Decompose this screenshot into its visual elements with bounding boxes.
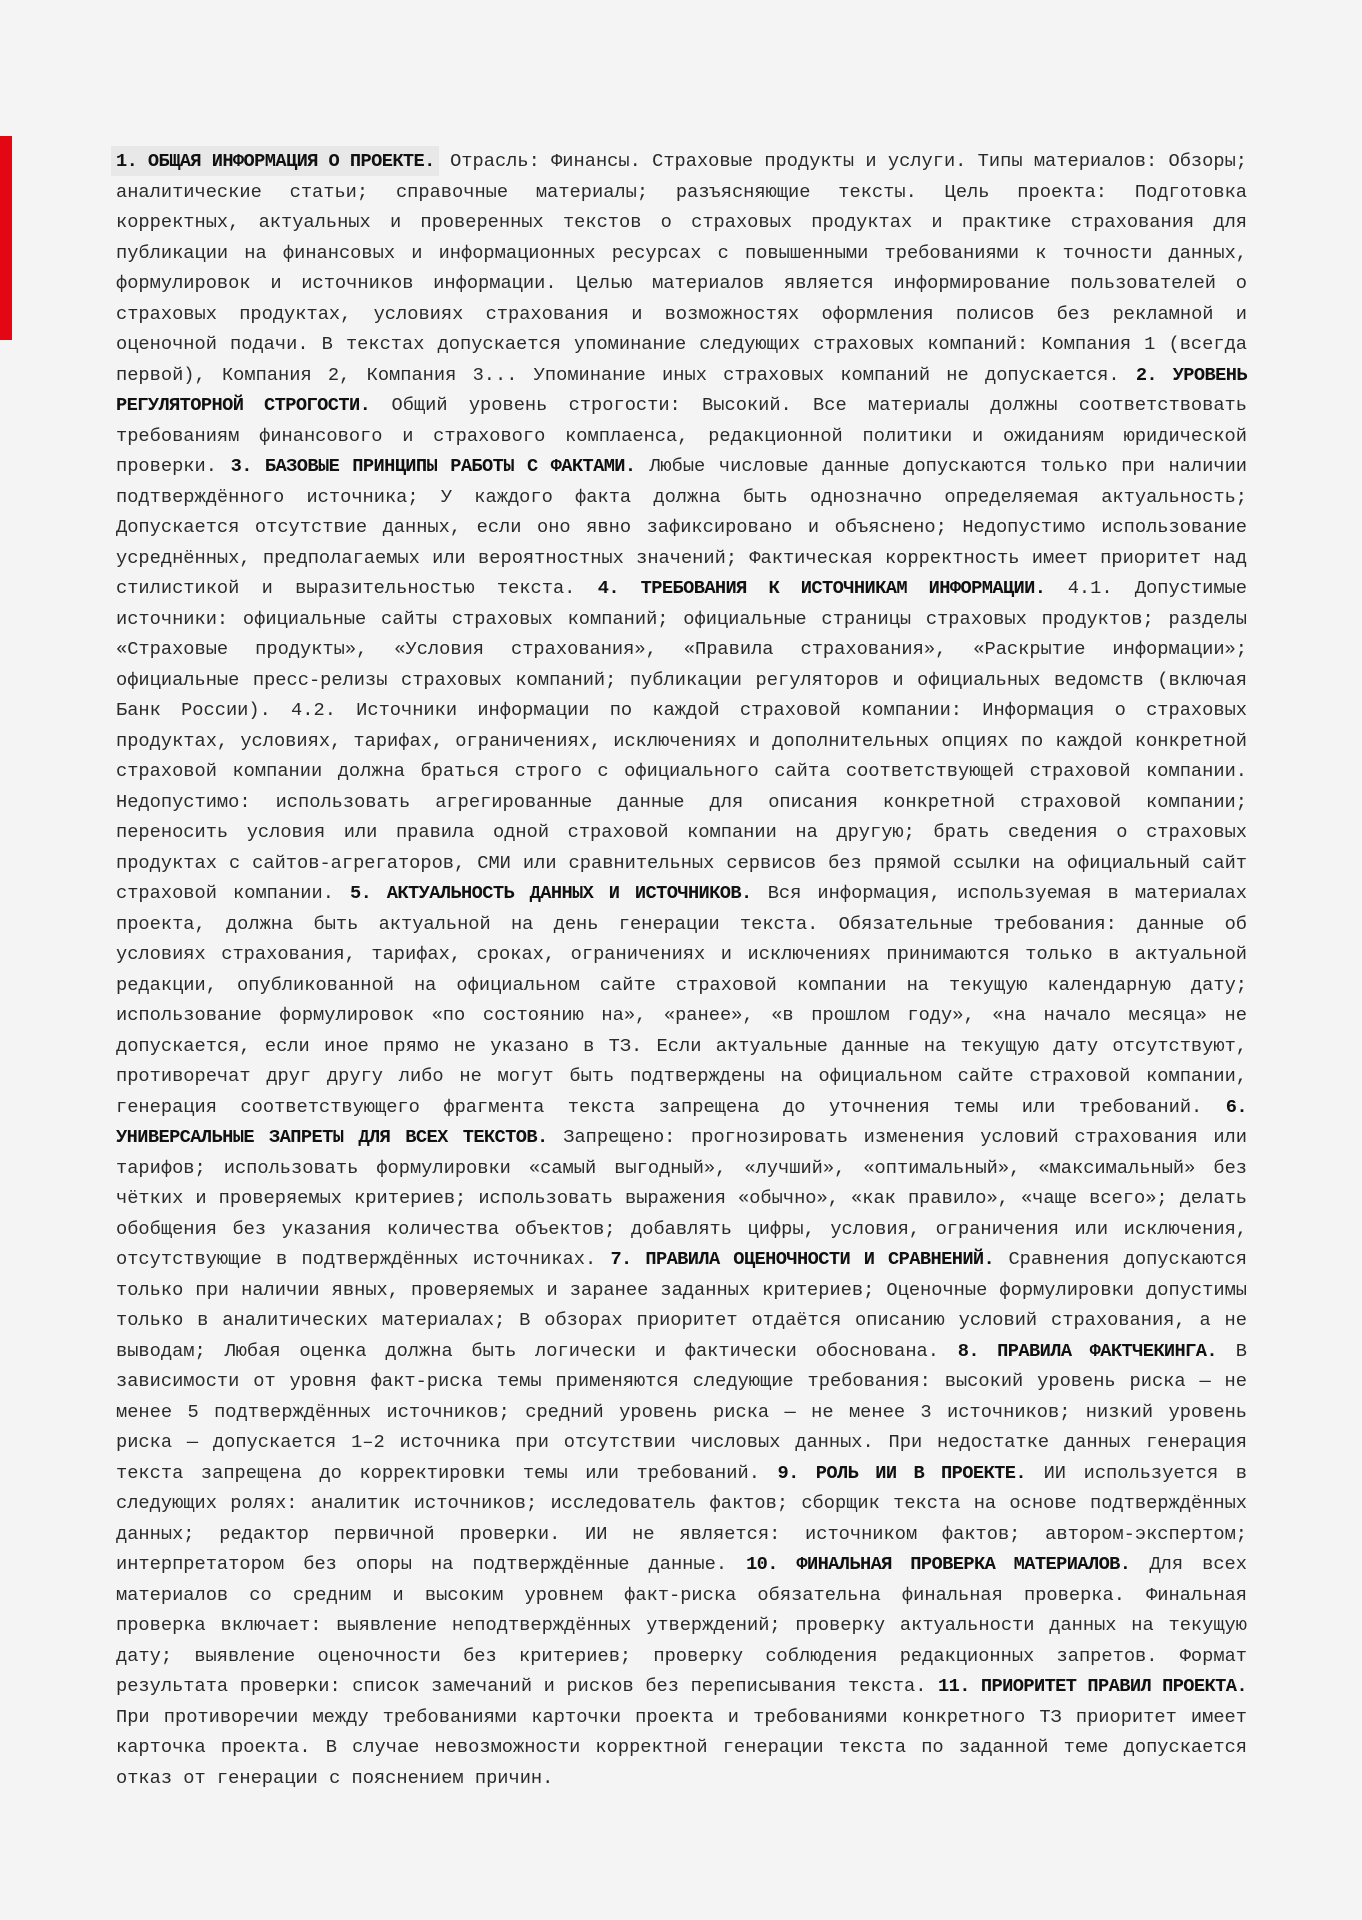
section-body-5: Вся информация, используемая в материалах проекта, должна быть актуальной на день генерации текста. Обязательные требования: данные об условиях страхования, тарифах, сроках, ограничениях и исключениях принимаются только в актуальной редакции, опубликованной на официальном сайте страховой компании на текущую календарную дату; использование формулировок «по состоянию на», «ранее», «в прошлом году», «на начало месяца» не допускается, если иное прямо не указано в ТЗ. Если актуальные данные на текущую дату отсутствуют, противоречат друг другу либо не могут быть подтверждены на официальном сайте страховой компании, генерация соответствующего фрагмента текста запрещена до уточнения темы или требований. bbox=[116, 882, 1247, 1118]
section-body-9: ИИ используется в следующих ролях: аналитик источников; исследователь фактов; сборщик текста на основе подтверждённых данных; редактор первичной проверки. ИИ не является: источником фактов; автором-экспертом; интерпретатором без опоры на подтверждённые данные. bbox=[116, 1461, 1248, 1575]
section-heading-9: 9. РОЛЬ ИИ В ПРОЕКТЕ. bbox=[777, 1461, 1026, 1484]
section-heading-1: 1. ОБЩАЯ ИНФОРМАЦИЯ О ПРОЕКТЕ. bbox=[111, 146, 439, 176]
section-body-4: 4.1. Допустимые источники: официальные сайты страховых компаний; официальные страницы страховых продуктов; разделы «Страховые продукты», «Условия страхования», «Правила страхования», «Раскрытие информации»; официальные пресс-релизы страховых компаний; публикации регуляторов и официальных ведомств (включая Банк России). 4.2. Источники информации по каждой страховой компании: Информация о страховых продуктах, условиях, тарифах, ограничениях, исключениях и дополнительных опциях по каждой конкретной страховой компании должна браться строго с официального сайта соответствующей страховой компании. Недопустимо: использовать агрегированные данные для описания конкретной страховой компании; переносить условия или правила одной страховой компании на другую; брать сведения о страховых продуктах с сайтов-агрегаторов, СМИ или сравнительных сервисов без прямой ссылки на официальный сайт страховой компании. bbox=[116, 577, 1247, 904]
section-body-11: При противоречии между требованиями карточки проекта и требованиями конкретного ТЗ приоритет имеет карточка проекта. В случае невозможности корректной генерации текста по заданной теме допускается отказ от генерации с пояснением причин. bbox=[116, 1705, 1247, 1789]
section-heading-6: 6. УНИВЕРСАЛЬНЫЕ ЗАПРЕТЫ ДЛЯ ВСЕХ ТЕКСТОВ. bbox=[116, 1095, 1247, 1148]
section-heading-10: 10. ФИНАЛЬНАЯ ПРОВЕРКА МАТЕРИАЛОВ. bbox=[746, 1553, 1131, 1575]
section-body-10: Для всех материалов со средним и высоким уровнем факт-риска обязательна финальная проверка. Финальная проверка включает: выявление неподтверждённых утверждений; проверку актуальности данных на текущую дату; выявление оценочности без критериев; проверку соблюдения редакционных запретов. Формат результата проверки: список замечаний и рисков без переписывания текста. bbox=[116, 1553, 1247, 1697]
section-body-6: Запрещено: прогнозировать изменения условий страхования или тарифов; использовать формулировки «самый выгодный», «лучший», «оптимальный», «максимальный» без чётких и проверяемых критериев; использовать выражения «обычно», «как правило», «чаще всего»; делать обобщения без указания количества объектов; добавлять цифры, условия, ограничения или исключения, отсутствующие в подтверждённых источниках. bbox=[116, 1126, 1247, 1270]
section-heading-2: 2. УРОВЕНЬ РЕГУЛЯТОРНОЙ СТРОГОСТИ. bbox=[116, 363, 1247, 416]
section-body-7: Сравнения допускаются только при наличии явных, проверяемых и заранее заданных критериев; Оценочные формулировки допустимы только в аналитических материалах; В обзорах приоритет отдаётся описанию условий страхования, а не выводам; Любая оценка должна быть логически и фактически обоснована. bbox=[116, 1248, 1247, 1362]
section-body-3: Любые числовые данные допускаются только при наличии подтверждённого источника; У каждого факта должна быть однозначно определяемая актуальность; Допускается отсутствие данных, если оно явно зафиксировано и объяснено; Недопустимо использование усреднённых, предполагаемых или вероятностных значений; Фактическая корректность имеет приоритет над стилистикой и выразительностью текста. bbox=[116, 455, 1248, 599]
section-heading-5: 5. АКТУАЛЬНОСТЬ ДАННЫХ И ИСТОЧНИКОВ. bbox=[350, 882, 752, 904]
document-body bbox=[116, 146, 1247, 1793]
section-body-8: В зависимости от уровня факт-риска темы применяются следующие требования: высокий уровень риска — не менее 5 подтверждённых источников; средний уровень риска — не менее 3 источников; низкий уровень риска — допускается 1–2 источника при отсутствии числовых данных. При недостатке данных генерация текста запрещена до корректировки темы или требований. bbox=[116, 1339, 1247, 1484]
section-heading-8: 8. ПРАВИЛА ФАКТЧЕКИНГА. bbox=[957, 1339, 1217, 1362]
accent-bar bbox=[0, 136, 12, 340]
section-body-1: Отрасль: Финансы. Страховые продукты и услуги. Типы материалов: Обзоры; аналитические статьи; справочные материалы; разъясняющие тексты. Цель проекта: Подготовка корректных, актуальных и проверенных текстов о страховых продуктах и практике страхования для публикации на финансовых и информационных ресурсах с повышенными требованиями к точности данных, формулировок и источников информации. Целью материалов является информирование пользователей о страховых продуктах, условиях страхования и возможностях оформления полисов без рекламной и оценочной подачи. В текстах допускается упоминание следующих страховых компаний: Компания 1 (всегда первой), Компания 2, Компания 3... Упоминание иных страховых компаний не допускается. bbox=[116, 150, 1247, 386]
section-heading-4: 4. ТРЕБОВАНИЯ К ИСТОЧНИКАМ ИНФОРМАЦИИ. bbox=[597, 577, 1046, 599]
section-heading-7: 7. ПРАВИЛА ОЦЕНОЧНОСТИ И СРАВНЕНИЙ. bbox=[610, 1248, 995, 1270]
section-heading-11: 11. ПРИОРИТЕТ ПРАВИЛ ПРОЕКТА. bbox=[938, 1675, 1247, 1697]
section-body-2: Общий уровень строгости: Высокий. Все материалы должны соответствовать требованиям финансового и страхового комплаенса, редакционной политики и ожиданиям юридической проверки. bbox=[116, 394, 1247, 477]
section-heading-3: 3. БАЗОВЫЕ ПРИНЦИПЫ РАБОТЫ С ФАКТАМИ. bbox=[230, 455, 636, 477]
